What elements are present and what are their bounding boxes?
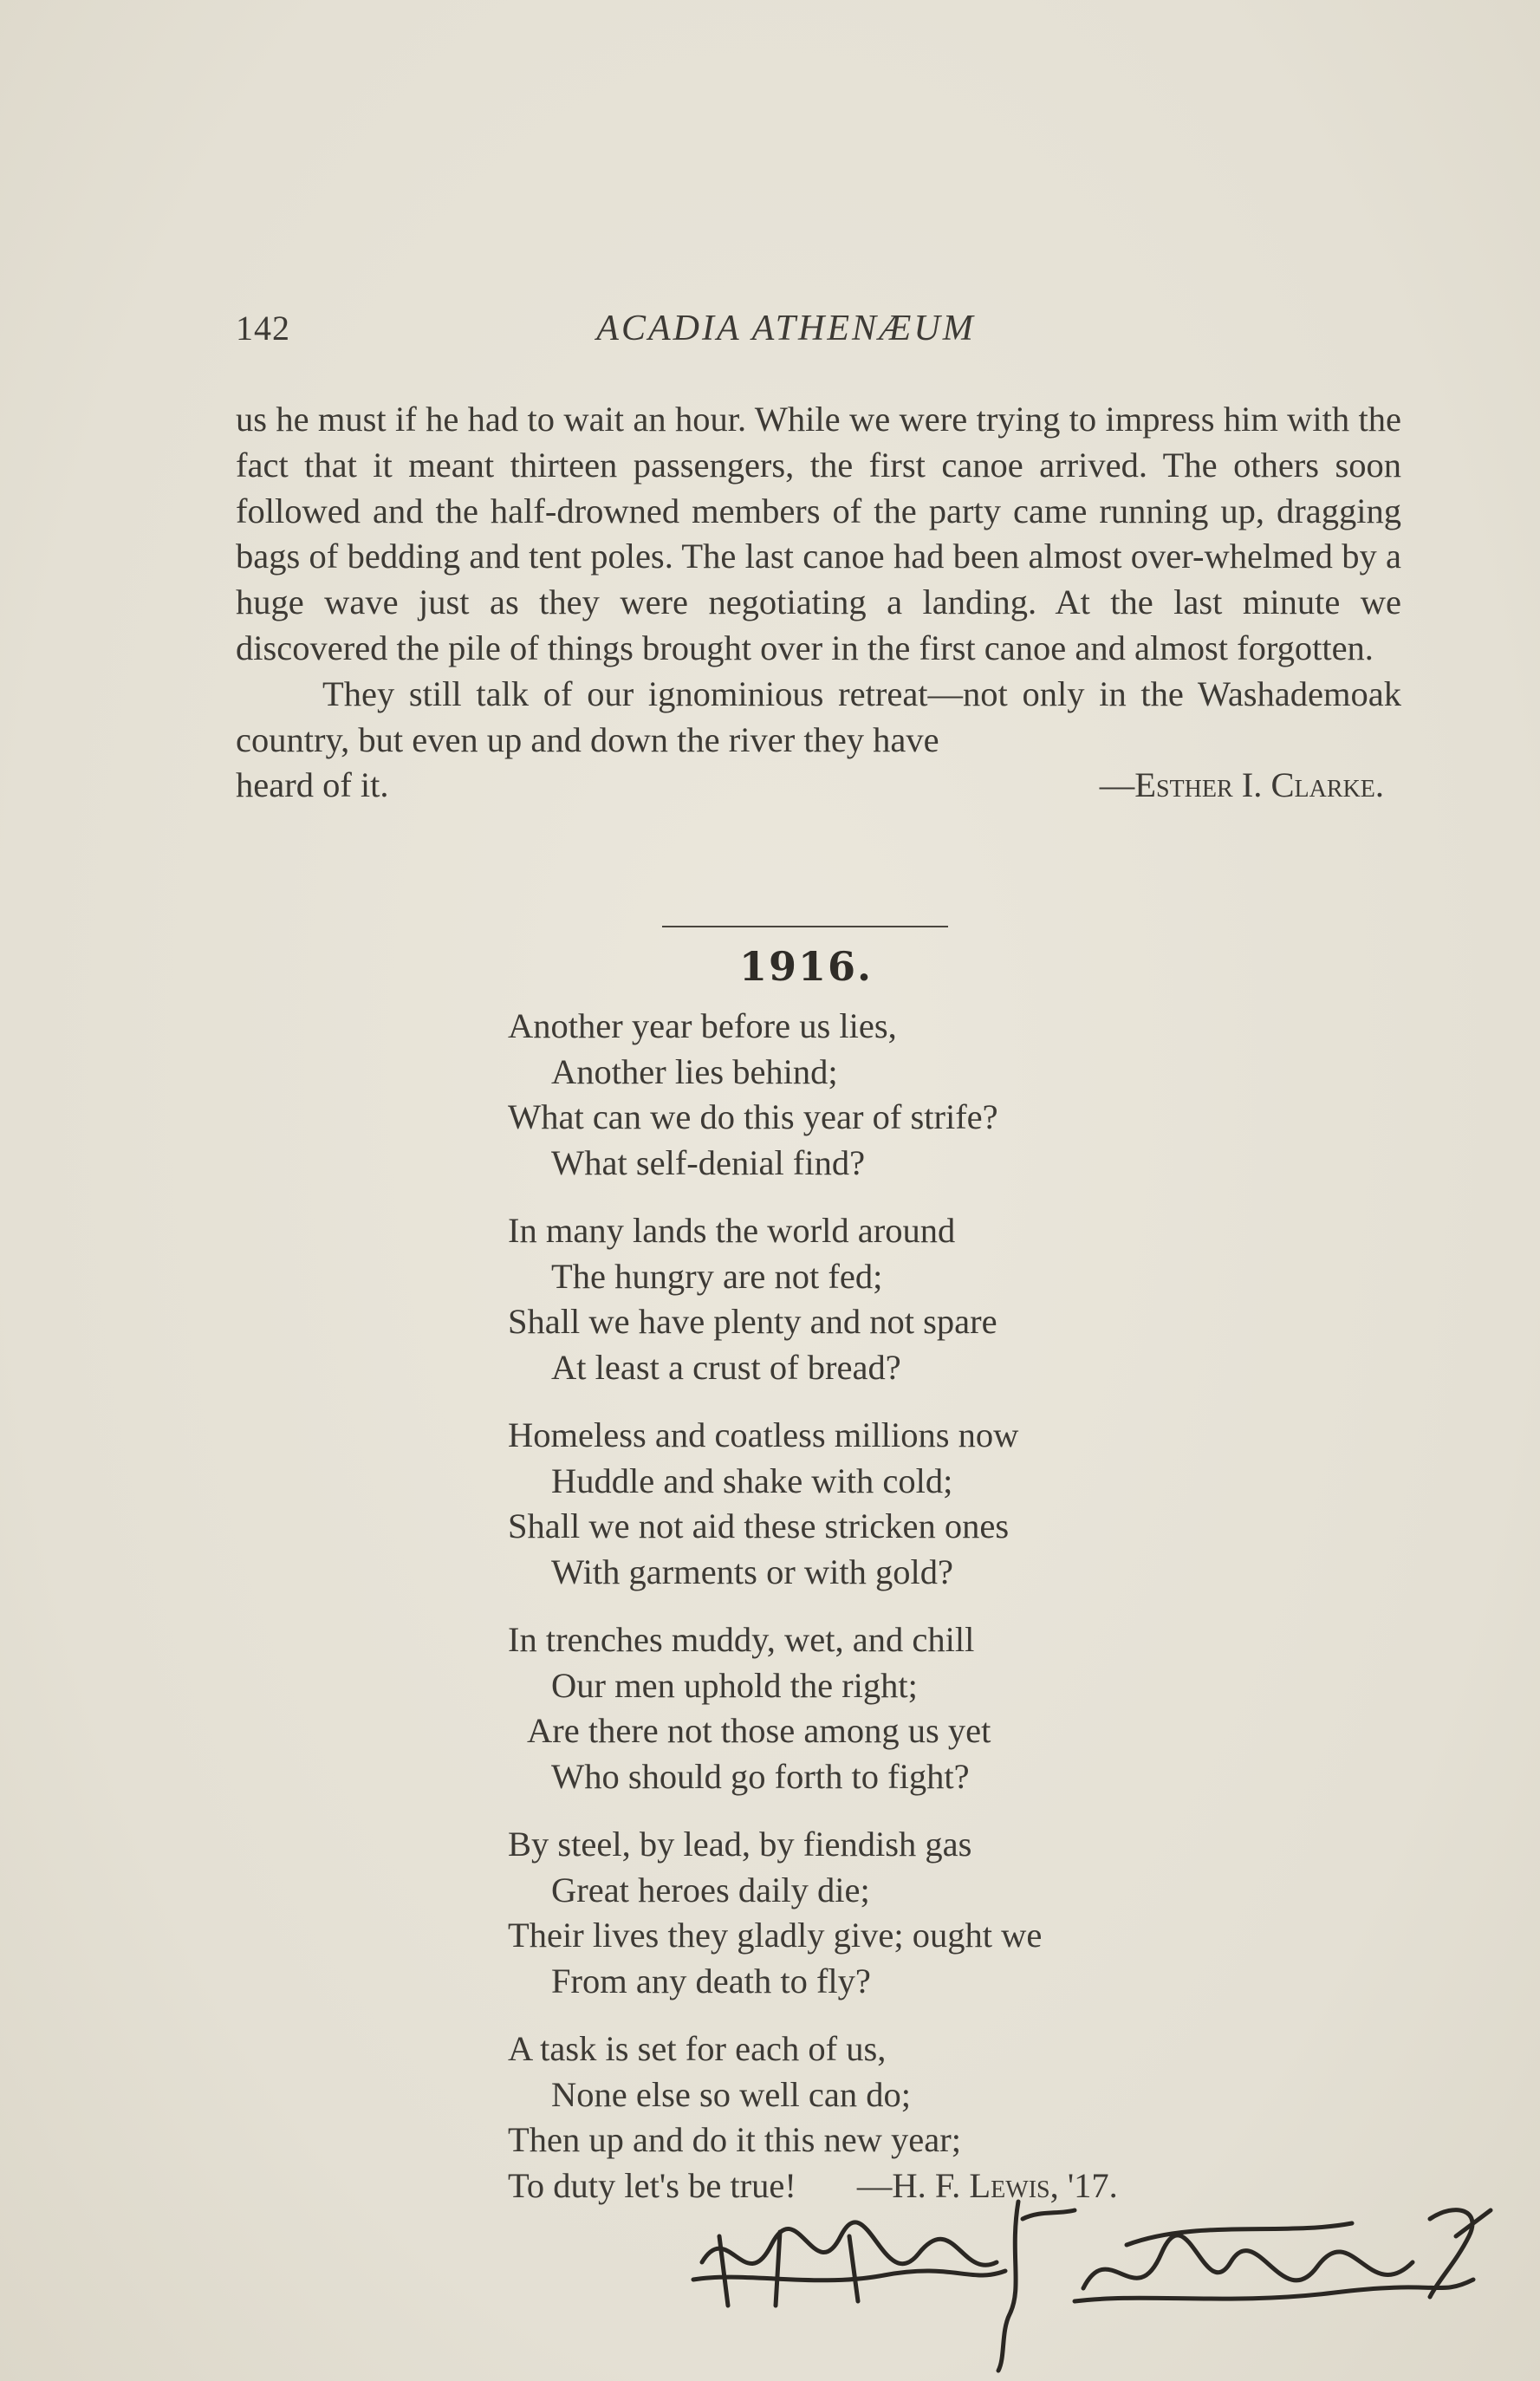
poem-line: At least a crust of bread?: [551, 1347, 901, 1387]
page-header: [236, 308, 1406, 360]
poem-title: 1916.: [738, 943, 874, 990]
paragraph-2: They still talk of our ignominious retreat—not only in the Washademoak country, but even up and down the river they have: [236, 673, 1401, 759]
stanza: [508, 1208, 1374, 1390]
poem-line: What can we do this year of strife?: [508, 1097, 998, 1136]
poem-line: Our men uphold the right;: [551, 1665, 918, 1705]
poem-line: None else so well can do;: [551, 2074, 912, 2114]
section-divider: [662, 926, 948, 927]
poem-line: Another lies behind;: [551, 1051, 838, 1091]
poem: [508, 1004, 1374, 2231]
running-title: ACADIA ATHENÆUM: [596, 309, 976, 348]
poem-signature: —H. F. Lewis, '17.: [856, 2165, 1118, 2205]
poem-line: Great heroes daily die;: [551, 1870, 870, 1909]
page-number: 142: [236, 309, 290, 348]
poem-line: In trenches muddy, wet, and chill: [508, 1620, 975, 1659]
poem-line: Huddle and shake with cold;: [551, 1460, 953, 1500]
poem-line: In many lands the world around: [508, 1211, 956, 1250]
poem-line: Homeless and coatless millions now: [508, 1415, 1019, 1454]
poem-line: With garments or with gold?: [551, 1552, 954, 1591]
paragraph-1: us he must if he had to wait an hour. While we were trying to impress him with the fact that it meant thirteen passengers, the first canoe arrived. The others soon followed and the half-drowned members of the party came running up, dragging bags of bedding and tent poles. The last canoe had been almost over-whelmed by a huge wave just as they were negotiating a landing. At the last minute we discovered the pile of things brought over in the first canoe and almost forgotten.: [236, 400, 1401, 667]
author-signature: —Esther I. Clarke.: [1099, 765, 1384, 805]
poem-line: Then up and do it this new year;: [508, 2120, 961, 2159]
prose-section: [236, 397, 1401, 809]
poem-line: Shall we not aid these stricken ones: [508, 1506, 1010, 1545]
paragraph-2-ending: heard of it.: [236, 765, 389, 805]
poem-line: What self-denial find?: [551, 1142, 866, 1182]
stanza: [508, 1822, 1374, 2004]
poem-line: A task is set for each of us,: [508, 2029, 887, 2068]
poem-line: The hungry are not fed;: [551, 1256, 883, 1296]
stanza: [508, 1617, 1374, 1799]
stanza: [508, 2026, 1374, 2209]
poem-line: Are there not those among us yet: [527, 1711, 991, 1750]
stanza: [508, 1004, 1374, 1186]
poem-line: Another year before us lies,: [508, 1006, 897, 1045]
poem-line: Shall we have plenty and not spare: [508, 1302, 997, 1341]
poem-line: To duty let's be true!: [508, 2165, 796, 2205]
poem-line: From any death to fly?: [551, 1961, 871, 2000]
poem-line: By steel, by lead, by fiendish gas: [508, 1825, 972, 1864]
poem-line: Their lives they gladly give; ought we: [508, 1916, 1043, 1955]
handwritten-scribble: [676, 2184, 1508, 2375]
poem-line: Who should go forth to fight?: [551, 1756, 970, 1796]
stanza: [508, 1413, 1374, 1595]
paragraph-2-last-line: [236, 763, 1401, 809]
